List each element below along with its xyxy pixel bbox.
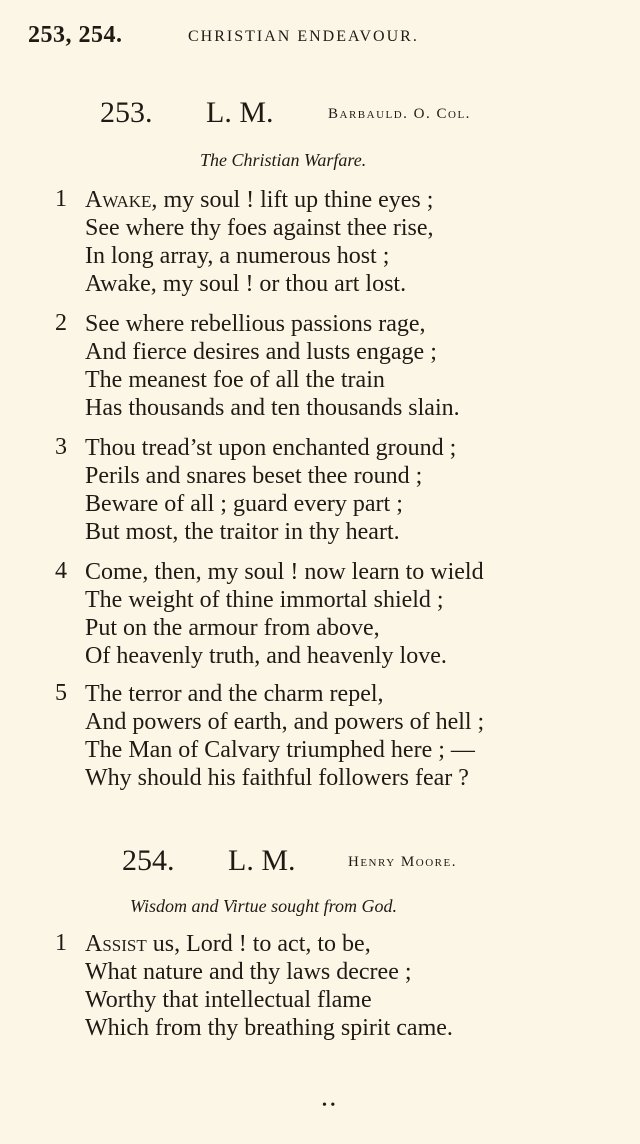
- verse-line: Beware of all ; guard every part ;: [85, 491, 403, 517]
- footer-mark: • •: [322, 1098, 336, 1113]
- hymn-254-header: [122, 844, 640, 880]
- stanza-number: 5: [55, 680, 67, 706]
- hymn-254-title: Wisdom and Virtue sought from God.: [130, 896, 398, 916]
- verse-line: The meanest foe of all the train: [85, 367, 385, 393]
- verse-line: The weight of thine immortal shield ;: [85, 587, 444, 613]
- verse-line: See where rebellious passions rage,: [85, 311, 426, 337]
- stanza-number: 3: [55, 434, 67, 460]
- hymn-number: 253.: [100, 96, 153, 129]
- verse-line: The Man of Calvary triumphed here ; —: [85, 737, 475, 763]
- verse-line: Assist us, Lord ! to act, to be,: [85, 931, 371, 957]
- verse-line: See where thy foes against thee rise,: [85, 215, 434, 241]
- running-head: [28, 22, 618, 52]
- stanza-number: 1: [55, 186, 67, 212]
- hymn-author: Barbauld. O. Col.: [328, 106, 471, 122]
- stanza-number: 2: [55, 310, 67, 336]
- verse-line: Why should his faithful followers fear ?: [85, 765, 469, 791]
- hymn-author: Henry Moore.: [348, 854, 457, 870]
- verse-line: Awake, my soul ! lift up thine eyes ;: [85, 187, 434, 213]
- verse-line: Of heavenly truth, and heavenly love.: [85, 643, 447, 669]
- hymn-number: 254.: [122, 844, 175, 877]
- verse-line: Has thousands and ten thousands slain.: [85, 395, 460, 421]
- verse-line: But most, the traitor in thy heart.: [85, 519, 400, 545]
- hymn-253-title: The Christian Warfare.: [200, 150, 367, 170]
- verse-line: Thou tread’st upon enchanted ground ;: [85, 435, 457, 461]
- running-title: CHRISTIAN ENDEAVOUR.: [188, 28, 419, 45]
- first-word: Awake,: [85, 187, 158, 213]
- stanza-number: 1: [55, 930, 67, 956]
- verse-line: Awake, my soul ! or thou art lost.: [85, 271, 407, 297]
- verse-line: Put on the armour from above,: [85, 615, 380, 641]
- verse-line: And fierce desires and lusts engage ;: [85, 339, 437, 365]
- verse-line: And powers of earth, and powers of hell ;: [85, 709, 485, 735]
- verse-line: Come, then, my soul ! now learn to wield: [85, 559, 484, 585]
- stanza-number: 4: [55, 558, 67, 584]
- hymn-meter: L. M.: [228, 844, 296, 877]
- hymn-253-header: [100, 96, 640, 132]
- first-word: Assist: [85, 931, 147, 957]
- verse-line: Perils and snares beset thee round ;: [85, 463, 423, 489]
- verse-line: In long array, a numerous host ;: [85, 243, 390, 269]
- verse-line: What nature and thy laws decree ;: [85, 959, 412, 985]
- verse-line: Which from thy breathing spirit came.: [85, 1015, 453, 1041]
- page-numbers: 253, 254.: [28, 22, 123, 48]
- hymn-meter: L. M.: [206, 96, 274, 129]
- verse-line: The terror and the charm repel,: [85, 681, 384, 707]
- verse-line: Worthy that intellectual flame: [85, 987, 372, 1013]
